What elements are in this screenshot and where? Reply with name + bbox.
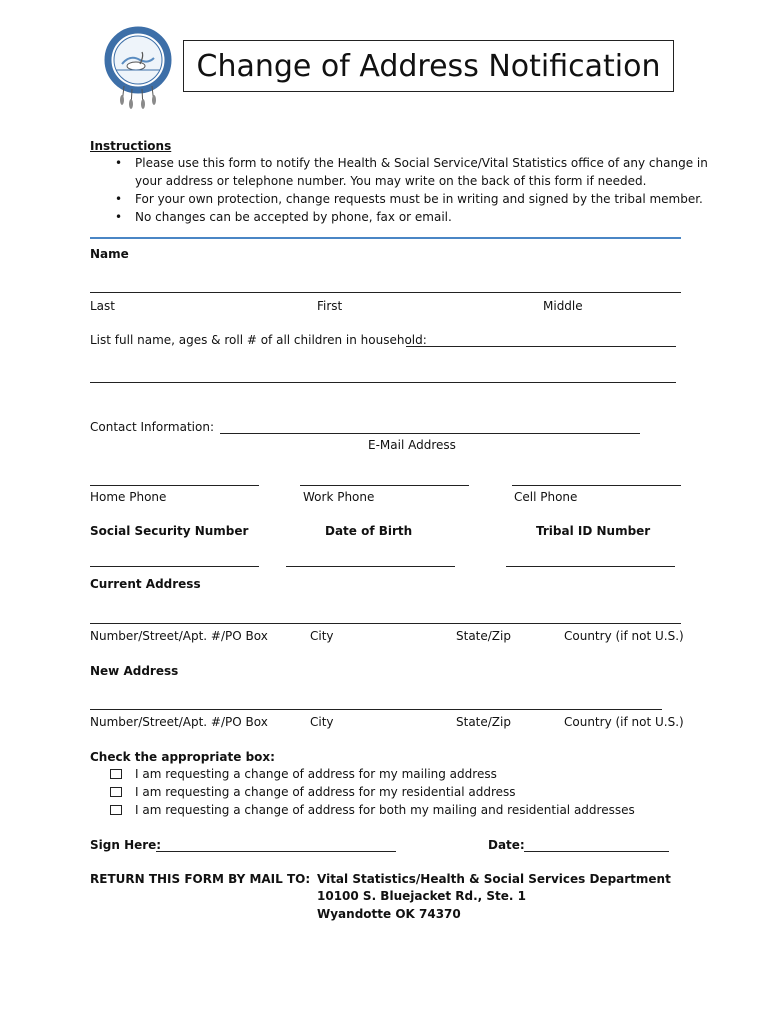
return-address-line-2: 10100 S. Bluejacket Rd., Ste. 1 — [317, 889, 527, 903]
instruction-line-1: Please use this form to notify the Health & Social Service/Vital Statistics office of any change in — [135, 156, 708, 170]
both-addresses-checkbox[interactable] — [110, 805, 122, 815]
cell-phone-input-line[interactable] — [512, 485, 681, 486]
instruction-line-3: For your own protection, change requests must be in writing and signed by the tribal member. — [135, 192, 703, 206]
cell-phone-label: Cell Phone — [514, 490, 578, 504]
check-box-heading: Check the appropriate box: — [90, 750, 275, 764]
dob-label: Date of Birth — [325, 524, 413, 538]
return-label: RETURN THIS FORM BY MAIL TO: — [90, 872, 311, 886]
new-state-zip-label: State/Zip — [456, 715, 511, 729]
instruction-line-2: your address or telephone number. You may write on the back of this form if needed. — [135, 174, 647, 188]
tribe-seal-logo — [100, 20, 180, 110]
return-address-line-1: Vital Statistics/Health & Social Services Department — [317, 872, 671, 886]
residential-address-checkbox[interactable] — [110, 787, 122, 797]
email-input-line[interactable] — [220, 433, 640, 434]
children-input-line-1[interactable] — [406, 346, 676, 347]
title-box — [183, 40, 674, 92]
home-phone-label: Home Phone — [90, 490, 167, 504]
current-street-label: Number/Street/Apt. #/PO Box — [90, 629, 268, 643]
new-address-input-line[interactable] — [90, 709, 662, 710]
mailing-address-option-label: I am requesting a change of address for my mailing address — [135, 767, 497, 781]
section-divider — [90, 237, 681, 239]
current-country-label: Country (if not U.S.) — [564, 629, 684, 643]
instructions-heading: Instructions — [90, 139, 172, 153]
bullet: • — [115, 192, 123, 206]
page-title: Change of Address Notification — [196, 49, 661, 84]
name-input-line[interactable] — [90, 292, 681, 293]
tribal-id-input-line[interactable] — [506, 566, 675, 567]
children-label: List full name, ages & roll # of all children in household: — [90, 333, 427, 347]
current-state-zip-label: State/Zip — [456, 629, 511, 643]
return-address-line-3: Wyandotte OK 74370 — [317, 907, 461, 921]
work-phone-label: Work Phone — [303, 490, 375, 504]
ssn-input-line[interactable] — [90, 566, 259, 567]
new-address-heading: New Address — [90, 664, 179, 678]
contact-heading: Contact Information: — [90, 420, 215, 434]
sign-here-label: Sign Here: — [90, 838, 162, 852]
both-addresses-option-label: I am requesting a change of address for both my mailing and residential addresses — [135, 803, 635, 817]
name-heading: Name — [90, 247, 129, 261]
signature-input-line[interactable] — [156, 851, 396, 852]
email-label: E-Mail Address — [368, 438, 456, 452]
instruction-line-4: No changes can be accepted by phone, fax or email. — [135, 210, 452, 224]
middle-name-label: Middle — [543, 299, 583, 313]
new-country-label: Country (if not U.S.) — [564, 715, 684, 729]
work-phone-input-line[interactable] — [300, 485, 469, 486]
new-street-label: Number/Street/Apt. #/PO Box — [90, 715, 268, 729]
dob-input-line[interactable] — [286, 566, 455, 567]
current-address-input-line[interactable] — [90, 623, 681, 624]
date-label: Date: — [488, 838, 525, 852]
current-address-heading: Current Address — [90, 577, 201, 591]
last-name-label: Last — [90, 299, 115, 313]
residential-address-option-label: I am requesting a change of address for my residential address — [135, 785, 516, 799]
home-phone-input-line[interactable] — [90, 485, 259, 486]
ssn-label: Social Security Number — [90, 524, 249, 538]
current-city-label: City — [310, 629, 334, 643]
children-input-line-2[interactable] — [90, 382, 676, 383]
new-city-label: City — [310, 715, 334, 729]
bullet: • — [115, 210, 123, 224]
date-input-line[interactable] — [524, 851, 669, 852]
tribal-id-label: Tribal ID Number — [536, 524, 651, 538]
bullet: • — [115, 156, 123, 170]
first-name-label: First — [317, 299, 343, 313]
mailing-address-checkbox[interactable] — [110, 769, 122, 779]
